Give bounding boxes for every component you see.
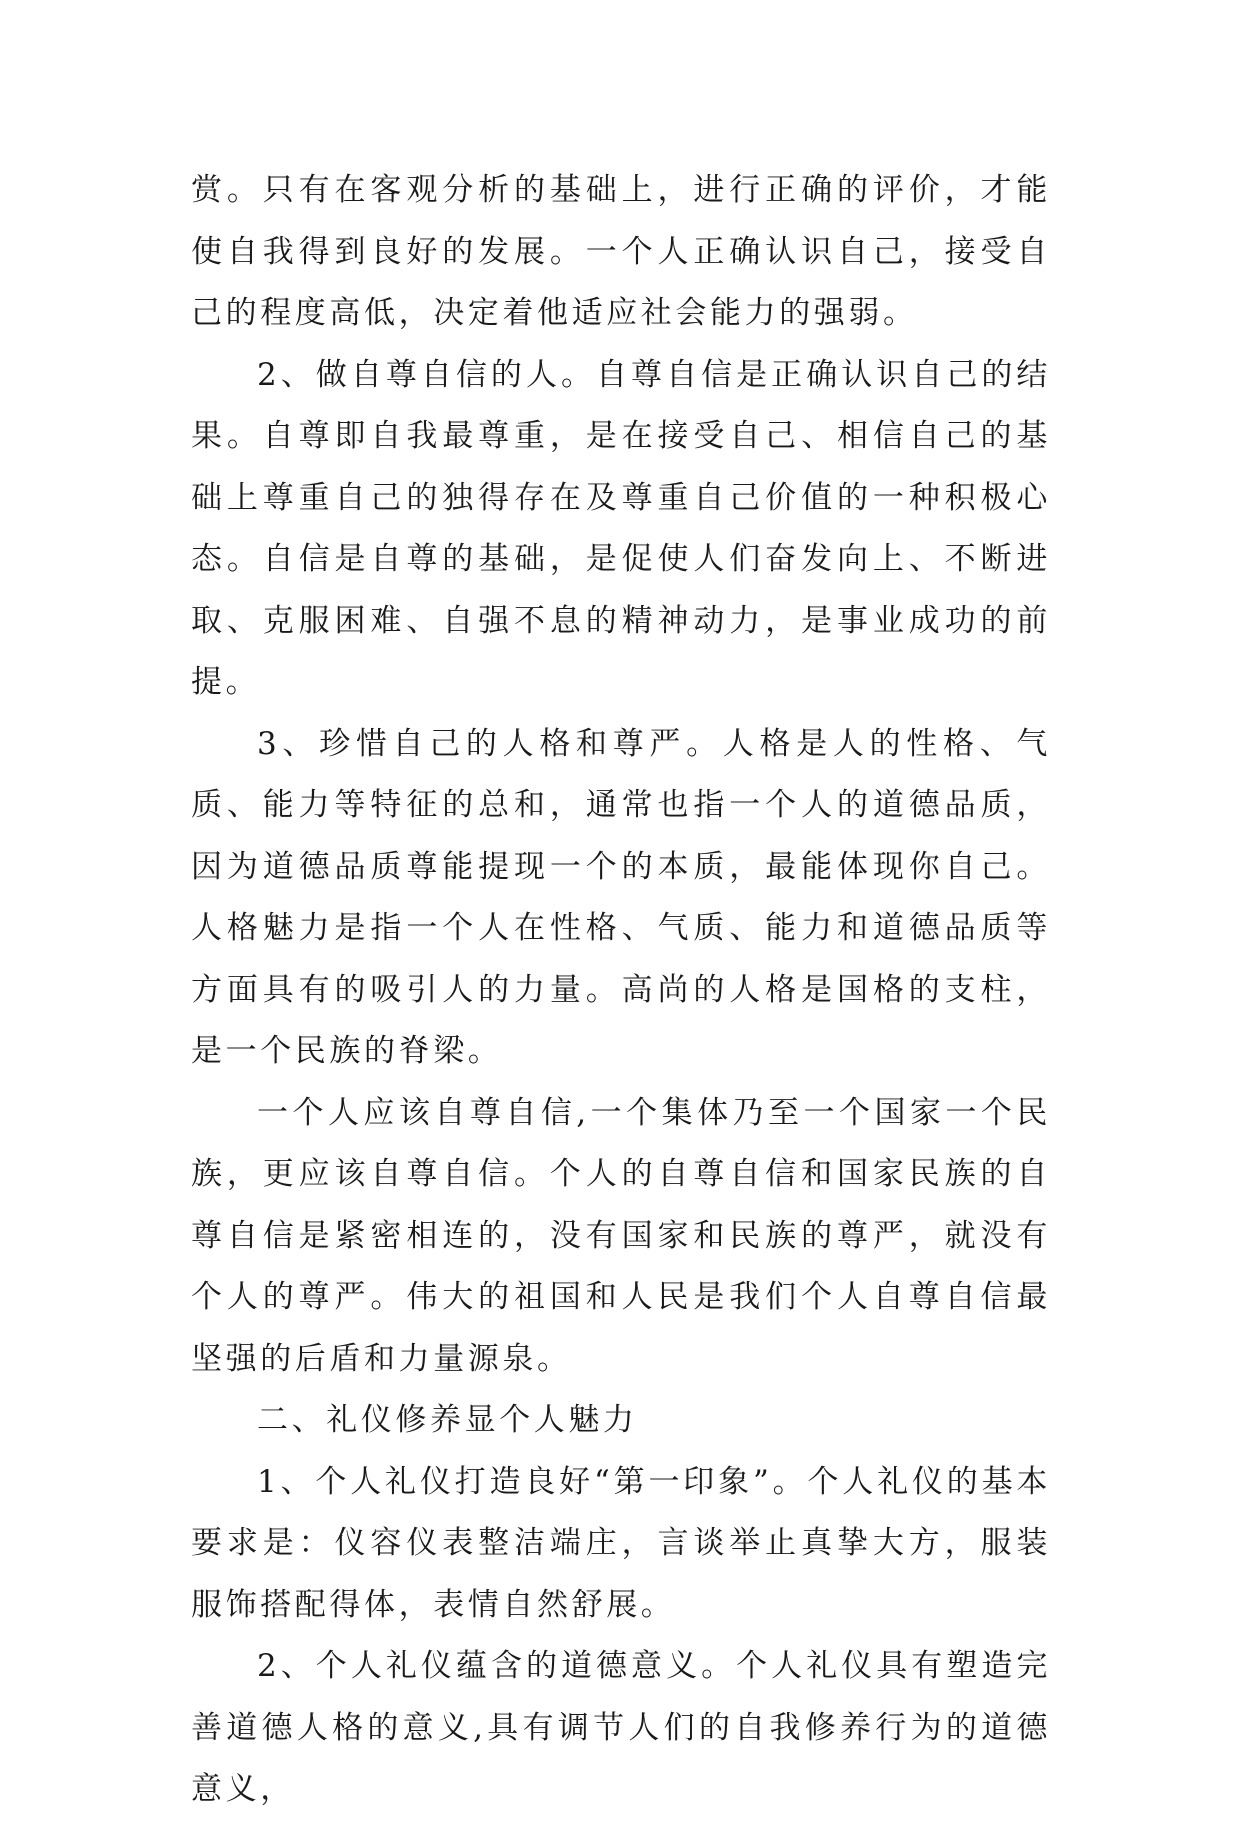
document-body <box>191 160 1051 1821</box>
section-heading-etiquette: 二、礼仪修养显个人魅力 <box>257 1402 638 1438</box>
paragraph-item-3-personality: 3、珍惜自己的人格和尊严。人格是人的性格、气质、能力等特征的总和，通常也指一个人的道德品质，因为道德品质尊能提现一个的本质，最能体现你自己。人格魅力是指一个人在性格、气质、能力和道德品质等方面具有的吸引人的力量。高尚的人格是国格的支柱，是一个民族的脊梁。 <box>191 725 1051 1069</box>
paragraph-etiquette-2: 2、个人礼仪蕴含的道德意义。个人礼仪具有塑造完善道德人格的意义,具有调节人们的自我修养行为的道德意义， <box>191 1648 1051 1807</box>
paragraph-continuation: 赏。只有在客观分析的基础上，进行正确的评价，才能使自我得到良好的发展。一个人正确认识自己，接受自己的程度高低，决定着他适应社会能力的强弱。 <box>191 172 1051 331</box>
paragraph-collective-dignity: 一个人应该自尊自信,一个集体乃至一个国家一个民族，更应该自尊自信。个人的自尊自信和国家民族的自尊自信是紧密相连的，没有国家和民族的尊严，就没有个人的尊严。伟大的祖国和人民是我们个人自尊自信最坚强的后盾和力量源泉。 <box>191 1094 1051 1377</box>
paragraph-etiquette-1: 1、个人礼仪打造良好“第一印象”。个人礼仪的基本要求是：仪容仪表整洁端庄，言谈举止真挚大方，服装服饰搭配得体，表情自然舒展。 <box>191 1463 1051 1623</box>
paragraph-item-2-self-respect: 2、做自尊自信的人。自尊自信是正确认识自己的结果。自尊即自我最尊重，是在接受自己、相信自己的基础上尊重自己的独得存在及尊重自己价值的一种积极心态。自信是自尊的基础，是促使人们奋发向上、不断进取、克服困难、自强不息的精神动力，是事业成功的前提。 <box>191 356 1051 700</box>
